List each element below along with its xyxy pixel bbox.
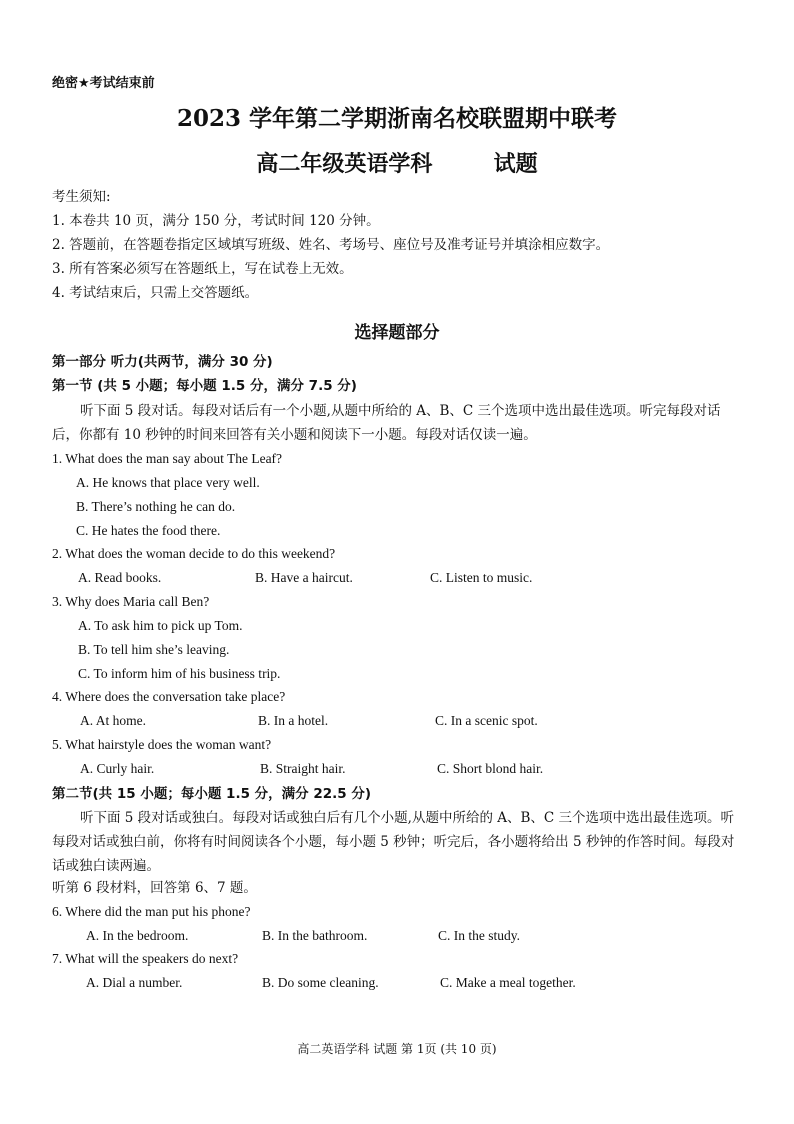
- question-4: 4. Where does the conversation take place?: [52, 689, 286, 704]
- note-item: 1. 本卷共 10 页，满分 150 分，考试时间 120 分钟。: [52, 213, 380, 229]
- q1-option-b: B. There’s nothing he can do.: [76, 499, 236, 514]
- q5-option-a: A. Curly hair.: [80, 761, 155, 776]
- question-7: 7. What will the speakers do next?: [52, 951, 239, 966]
- q1-option-a: A. He knows that place very well.: [76, 475, 260, 490]
- q4-option-b: B. In a hotel.: [258, 713, 329, 728]
- material-6-note: 听第 6 段材料，回答第 6、7 题。: [52, 880, 257, 896]
- question-5: 5. What hairstyle does the woman want?: [52, 737, 272, 752]
- page-footer: 高二英语学科 试题 第 1页 (共 10 页): [297, 1042, 497, 1056]
- q6-option-b: B. In the bathroom.: [262, 928, 368, 943]
- q4-option-a: A. At home.: [80, 713, 146, 728]
- q5-option-c: C. Short blond hair.: [437, 761, 544, 776]
- q2-option-b: B. Have a haircut.: [255, 570, 353, 585]
- confidential-label: 绝密★考试结束前: [52, 76, 155, 91]
- q6-option-c: C. In the study.: [438, 928, 520, 943]
- section-title: 选择题部分: [354, 323, 440, 343]
- note-item: 2. 答题前，在答题卷指定区域填写班级、姓名、考场号、座位号及准考证号并填涂相应数字。: [52, 237, 610, 253]
- notes-title: 考生须知:: [52, 189, 111, 205]
- section2-title: 第二节(共 15 小题；每小题 1.5 分，满分 22.5 分): [52, 786, 372, 802]
- exam-title: 2023 学年第二学期浙南名校联盟期中联考: [176, 105, 618, 132]
- question-3: 3. Why does Maria call Ben?: [52, 594, 210, 609]
- question-1: 1. What does the man say about The Leaf?: [52, 451, 283, 466]
- question-2: 2. What does the woman decide to do this weekend?: [52, 546, 336, 561]
- q7-option-c: C. Make a meal together.: [440, 975, 576, 990]
- q1-option-c: C. He hates the food there.: [76, 523, 221, 538]
- q5-option-b: B. Straight hair.: [260, 761, 346, 776]
- q6-option-a: A. In the bedroom.: [86, 928, 189, 943]
- q2-option-c: C. Listen to music.: [430, 570, 533, 585]
- section1-instructions: 听下面 5 段对话。每段对话后有一个小题,从题中所给的 A、B、C 三个选项中选出最佳选项。听完每段对话后，你都有 10 秒钟的时间来回答有关小题和阅读下一小题。每段对话仅读一遍。: [52, 403, 721, 443]
- part1-title: 第一部分 听力(共两节，满分 30 分): [52, 354, 273, 370]
- note-item: 4. 考试结束后，只需上交答题纸。: [52, 285, 259, 301]
- note-item: 3. 所有答案必须写在答题纸上，写在试卷上无效。: [52, 261, 353, 277]
- q2-option-a: A. Read books.: [78, 570, 162, 585]
- q3-option-b: B. To tell him she’s leaving.: [78, 642, 230, 657]
- q7-option-b: B. Do some cleaning.: [262, 975, 379, 990]
- q3-option-a: A. To ask him to pick up Tom.: [78, 618, 243, 633]
- exam-subtitle: 高二年级英语学科 试题: [256, 151, 538, 177]
- section2-instructions: 听下面 5 段对话或独白。每段对话或独白后有几个小题,从题中所给的 A、B、C 三个选项中选出最佳选项。听每段对话或独白前，你将有时间阅读各个小题，每小题 5 秒钟；听完后，各小题将给出 5 秒钟的作答时间。每段对话或独白读两遍。: [52, 810, 735, 874]
- q7-option-a: A. Dial a number.: [86, 975, 183, 990]
- question-6: 6. Where did the man put his phone?: [52, 904, 251, 919]
- section1-title: 第一节 (共 5 小题；每小题 1.5 分，满分 7.5 分): [52, 378, 357, 394]
- q4-option-c: C. In a scenic spot.: [435, 713, 538, 728]
- q3-option-c: C. To inform him of his business trip.: [78, 666, 281, 681]
